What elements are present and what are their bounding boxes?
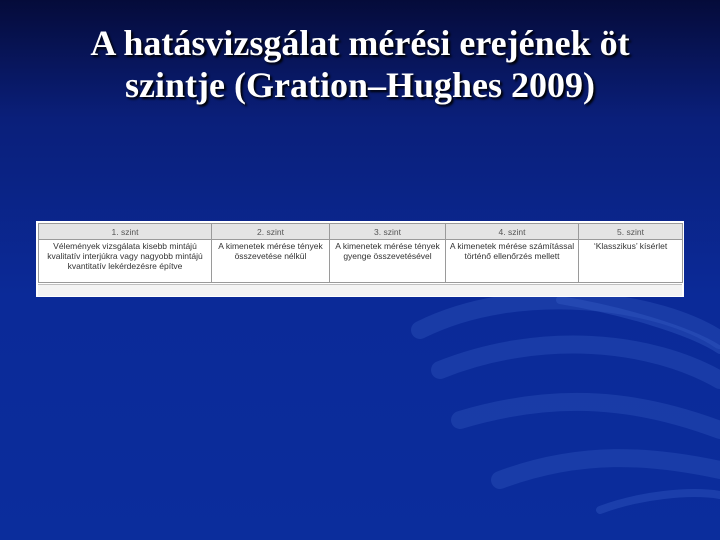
slide-title-line-1: A hatásvizsgálat mérési erejének öt — [90, 23, 630, 63]
header-level-2: 2. szint — [212, 224, 330, 240]
header-level-5: 5. szint — [579, 224, 683, 240]
header-level-1: 1. szint — [39, 224, 212, 240]
levels-table — [38, 223, 683, 283]
levels-table-image — [36, 221, 684, 297]
cell-level-4: A kimenetek mérése számítással történő ellenőrzés mellett — [446, 240, 579, 283]
table-row — [39, 240, 683, 283]
header-level-3: 3. szint — [330, 224, 446, 240]
table-bottom-strip — [38, 284, 682, 296]
table-header-row — [39, 224, 683, 240]
cell-level-2: A kimenetek mérése tények összevetése nélkül — [212, 240, 330, 283]
header-level-4: 4. szint — [446, 224, 579, 240]
cell-level-3: A kimenetek mérése tények gyenge összevetésével — [330, 240, 446, 283]
slide-title-line-2: szintje (Gration–Hughes 2009) — [125, 65, 595, 105]
cell-level-1: Vélemények vizsgálata kisebb mintájú kvalitatív interjúkra vagy nagyobb mintájú kvantitatív lekérdezésre építve — [39, 240, 212, 283]
slide-title — [0, 22, 720, 106]
cell-level-5: ‘Klasszikus’ kísérlet — [579, 240, 683, 283]
